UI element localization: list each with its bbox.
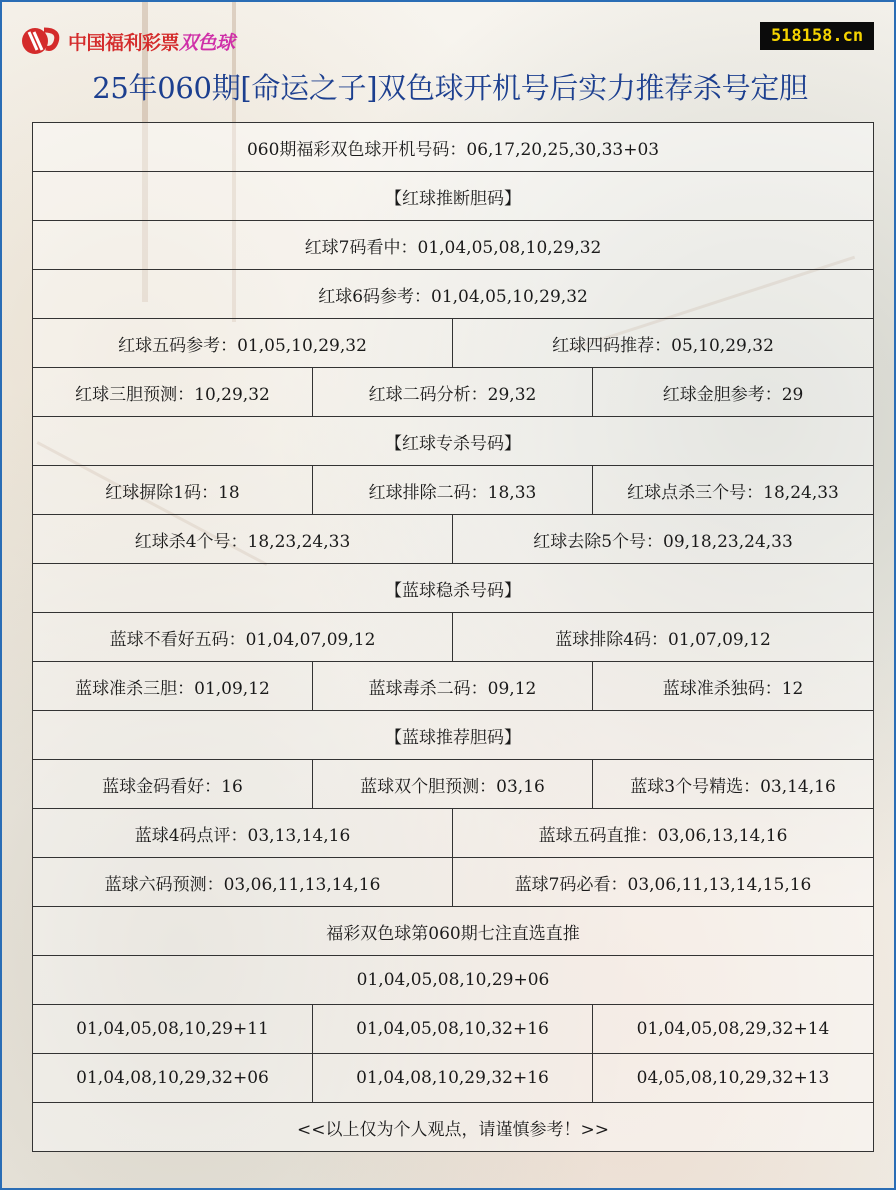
table-row: [33, 760, 874, 809]
page-title: 25年060期[命运之子]双色球开机号后实力推荐杀号定胆: [92, 71, 808, 105]
table-row: [33, 368, 874, 417]
prediction-cell: 蓝球3个号精选：03,14,16: [593, 760, 874, 809]
table-row: [33, 221, 874, 270]
table-row: [33, 172, 874, 221]
prediction-cell: 蓝球准杀三胆：01,09,12: [33, 662, 313, 711]
prediction-cell: 红球7码看中：01,04,05,08,10,29,32: [33, 221, 874, 270]
prediction-cell: 蓝球五码直推：03,06,13,14,16: [453, 809, 874, 858]
prediction-cell: 红球6码参考：01,04,05,10,29,32: [33, 270, 874, 319]
table-row: [33, 270, 874, 319]
ticket-cell: 01,04,05,08,29,32+14: [593, 1005, 874, 1054]
section-heading: 【红球专杀号码】: [33, 417, 874, 466]
table-row: [33, 1054, 874, 1103]
section-heading: 【蓝球稳杀号码】: [33, 564, 874, 613]
prediction-table: [32, 122, 874, 1152]
ticket-cell: 04,05,08,10,29,32+13: [593, 1054, 874, 1103]
prediction-cell: 红球点杀三个号：18,24,33: [593, 466, 874, 515]
logo-text: 中国福利彩票双色球: [68, 31, 235, 54]
ticket-cell: 01,04,05,08,10,29+06: [33, 956, 874, 1005]
prediction-cell: 红球三胆预测：10,29,32: [33, 368, 313, 417]
table-row: [33, 319, 874, 368]
prediction-cell: 蓝球7码必看：03,06,11,13,14,15,16: [453, 858, 874, 907]
china-welfare-lottery-logo-icon: [20, 24, 64, 58]
table-row: [33, 809, 874, 858]
ticket-cell: 01,04,05,08,10,32+16: [313, 1005, 593, 1054]
table-row: [33, 417, 874, 466]
table-row: [33, 466, 874, 515]
site-domain-badge[interactable]: 518158.cn: [760, 22, 874, 50]
prediction-cell: 红球四码推荐：05,10,29,32: [453, 319, 874, 368]
disclaimer: <<以上仅为个人观点，请谨慎参考！>>: [33, 1103, 874, 1152]
table-row: [33, 907, 874, 956]
prediction-cell: 红球去除5个号：09,18,23,24,33: [453, 515, 874, 564]
ticket-cell: 01,04,05,08,10,29+11: [33, 1005, 313, 1054]
table-row: [33, 662, 874, 711]
prediction-cell: 蓝球双个胆预测：03,16: [313, 760, 593, 809]
table-row: [33, 123, 874, 172]
table-row: [33, 858, 874, 907]
table-row: [33, 711, 874, 760]
prediction-cell: 蓝球准杀独码：12: [593, 662, 874, 711]
section-heading: 福彩双色球第060期七注直选直推: [33, 907, 874, 956]
table-row: [33, 1103, 874, 1152]
table-row: [33, 515, 874, 564]
prediction-cell: 蓝球不看好五码：01,04,07,09,12: [33, 613, 453, 662]
table-row: [33, 1005, 874, 1054]
section-heading: 【蓝球推荐胆码】: [33, 711, 874, 760]
table-row: [33, 956, 874, 1005]
lottery-logo[interactable]: [20, 24, 235, 58]
prediction-cell: 红球排除二码：18,33: [313, 466, 593, 515]
prediction-cell: 蓝球4码点评：03,13,14,16: [33, 809, 453, 858]
prediction-cell: 红球金胆参考：29: [593, 368, 874, 417]
draw-number-cell: 060期福彩双色球开机号码：06,17,20,25,30,33+03: [33, 123, 874, 172]
section-heading: 【红球推断胆码】: [33, 172, 874, 221]
prediction-cell: 红球五码参考：01,05,10,29,32: [33, 319, 453, 368]
prediction-cell: 红球杀4个号：18,23,24,33: [33, 515, 453, 564]
table-row: [33, 564, 874, 613]
table-row: [33, 613, 874, 662]
ticket-cell: 01,04,08,10,29,32+16: [313, 1054, 593, 1103]
prediction-cell: 红球二码分析：29,32: [313, 368, 593, 417]
prediction-cell: 蓝球金码看好：16: [33, 760, 313, 809]
prediction-cell: 蓝球六码预测：03,06,11,13,14,16: [33, 858, 453, 907]
prediction-cell: 蓝球排除4码：01,07,09,12: [453, 613, 874, 662]
prediction-cell: 红球摒除1码：18: [33, 466, 313, 515]
ticket-cell: 01,04,08,10,29,32+06: [33, 1054, 313, 1103]
prediction-cell: 蓝球毒杀二码：09,12: [313, 662, 593, 711]
